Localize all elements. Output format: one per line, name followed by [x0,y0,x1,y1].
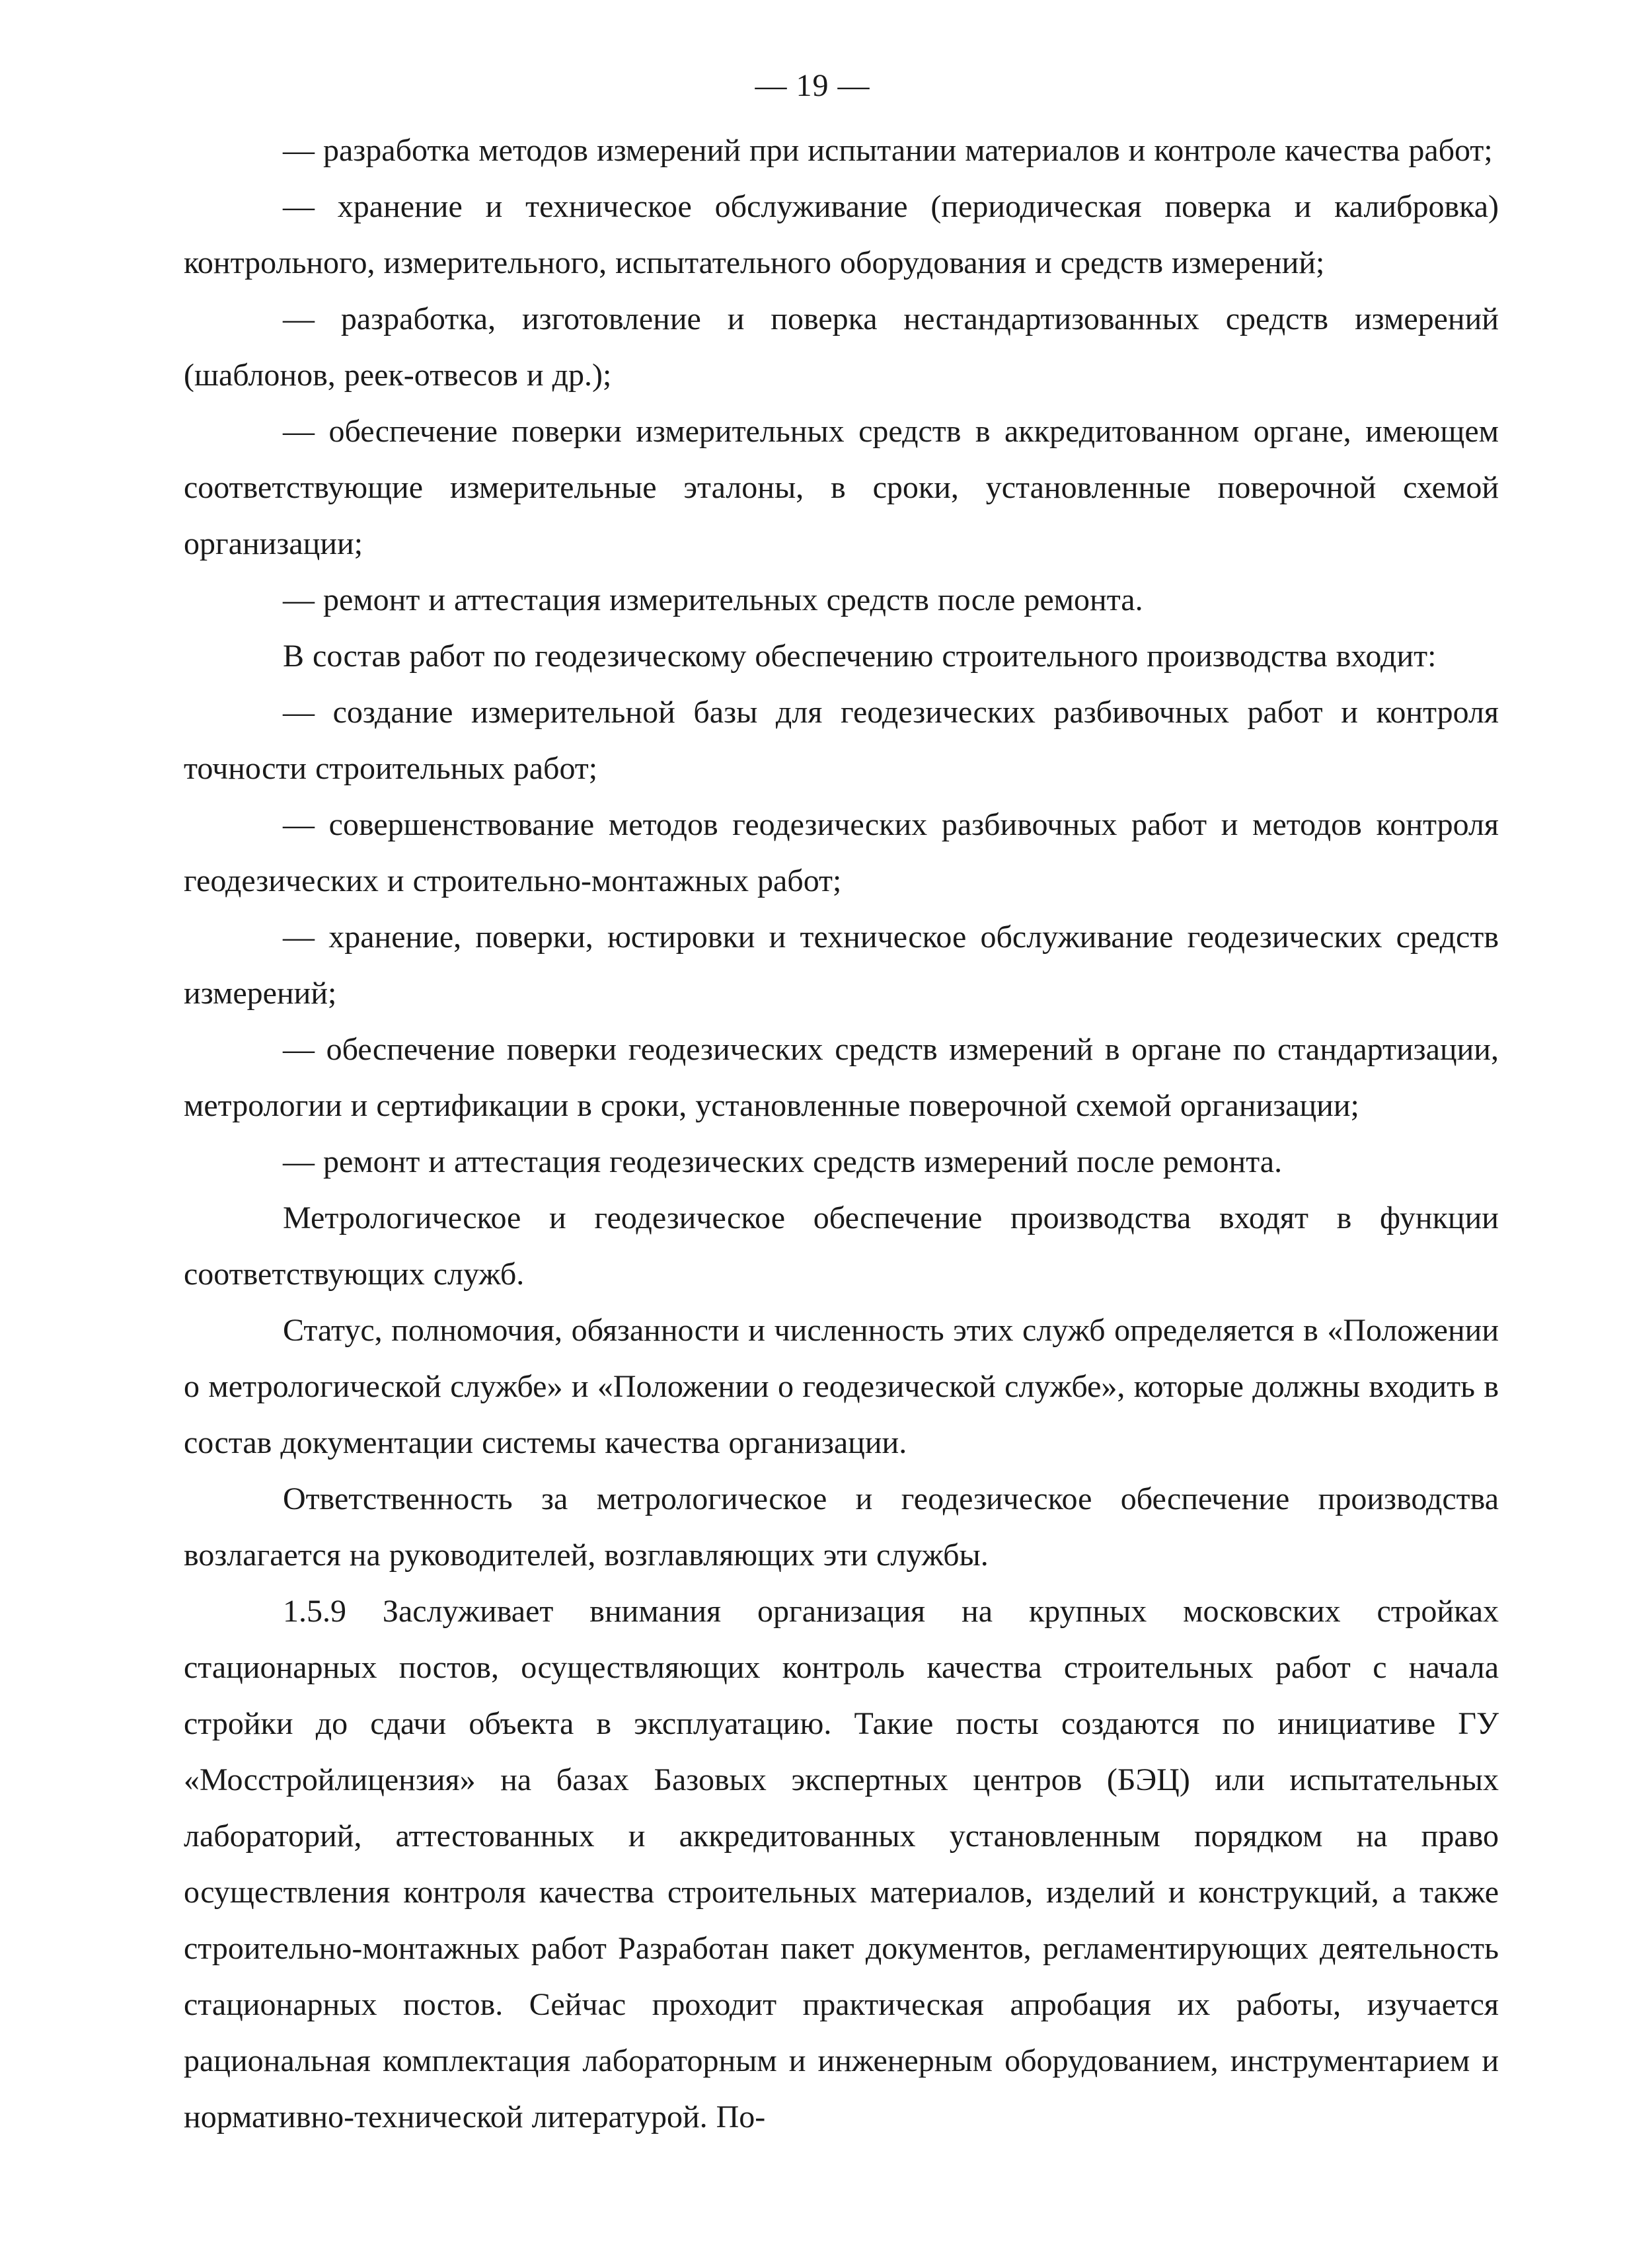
paragraph: — обеспечение поверки геодезических средств измерений в органе по стандартизации, метрологии и сертификации в сроки, установленные поверочной схемой организации; [184,1032,1499,1123]
paragraph: — обеспечение поверки измерительных средств в аккредитованном органе, имеющем соответствующие измерительные эталоны, в сроки, установленные поверочной схемой организации; [184,414,1499,561]
paragraph: — совершенствование методов геодезических разбивочных работ и методов контроля геодезических и строительно-монтажных работ; [184,807,1499,898]
paragraph: Ответственность за метрологическое и геодезическое обеспечение производства возлагается на руководителей, возглавляющих эти службы. [184,1481,1499,1573]
page-number: — 19 — [755,68,870,103]
paragraph: — создание измерительной базы для геодезических разбивочных работ и контроля точности строительных работ; [184,695,1499,786]
document-body [184,122,1499,2145]
paragraph: Метрологическое и геодезическое обеспечение производства входят в функции соответствующих служб. [184,1200,1499,1292]
paragraph: В состав работ по геодезическому обеспечению строительного производства входит: [283,639,1437,674]
paragraph: Статус, полномочия, обязанности и численность этих служб определяется в «Положении о метрологической службе» и «Положении о геодезической службе», которые должны входить в состав документации системы качества организации. [184,1313,1499,1460]
paragraph: — хранение и техническое обслуживание (периодическая поверка и калибровка) контрольного, измерительного, испытательного оборудования и средств измерений; [184,189,1499,280]
paragraph: — разработка, изготовление и поверка нестандартизованных средств измерений (шаблонов, реек-отвесов и др.); [184,301,1499,393]
paragraph: 1.5.9 Заслуживает внимания организация на крупных московских стройках стационарных постов, осуществляющих контроль качества строительных работ с начала стройки до сдачи объекта в эксплуатацию. Такие посты создаются по инициативе ГУ «Мосстройлицензия» на базах Базовых экспертных центров (БЭЦ) или испытательных лабораторий, аттестованных и аккредитованных установленным порядком на право осуществления контроля качества строительных материалов, изделий и конструкций, а также строительно-монтажных работ Разработан пакет документов, регламентирующих деятельность стационарных постов. Сейчас проходит практическая апробация их работы, изучается рациональная комплектация лабораторным и инженерным оборудованием, инструментарием и нормативно-технической литературой. По- [184,1594,1499,2134]
paragraph: — ремонт и аттестация геодезических средств измерений после ремонта. [283,1144,1283,1179]
paragraph: — разработка методов измерений при испытании материалов и контроле качества работ; [283,133,1493,168]
paragraph: — ремонт и аттестация измерительных средств после ремонта. [283,582,1143,617]
paragraph: — хранение, поверки, юстировки и техническое обслуживание геодезических средств измерений; [184,919,1499,1011]
